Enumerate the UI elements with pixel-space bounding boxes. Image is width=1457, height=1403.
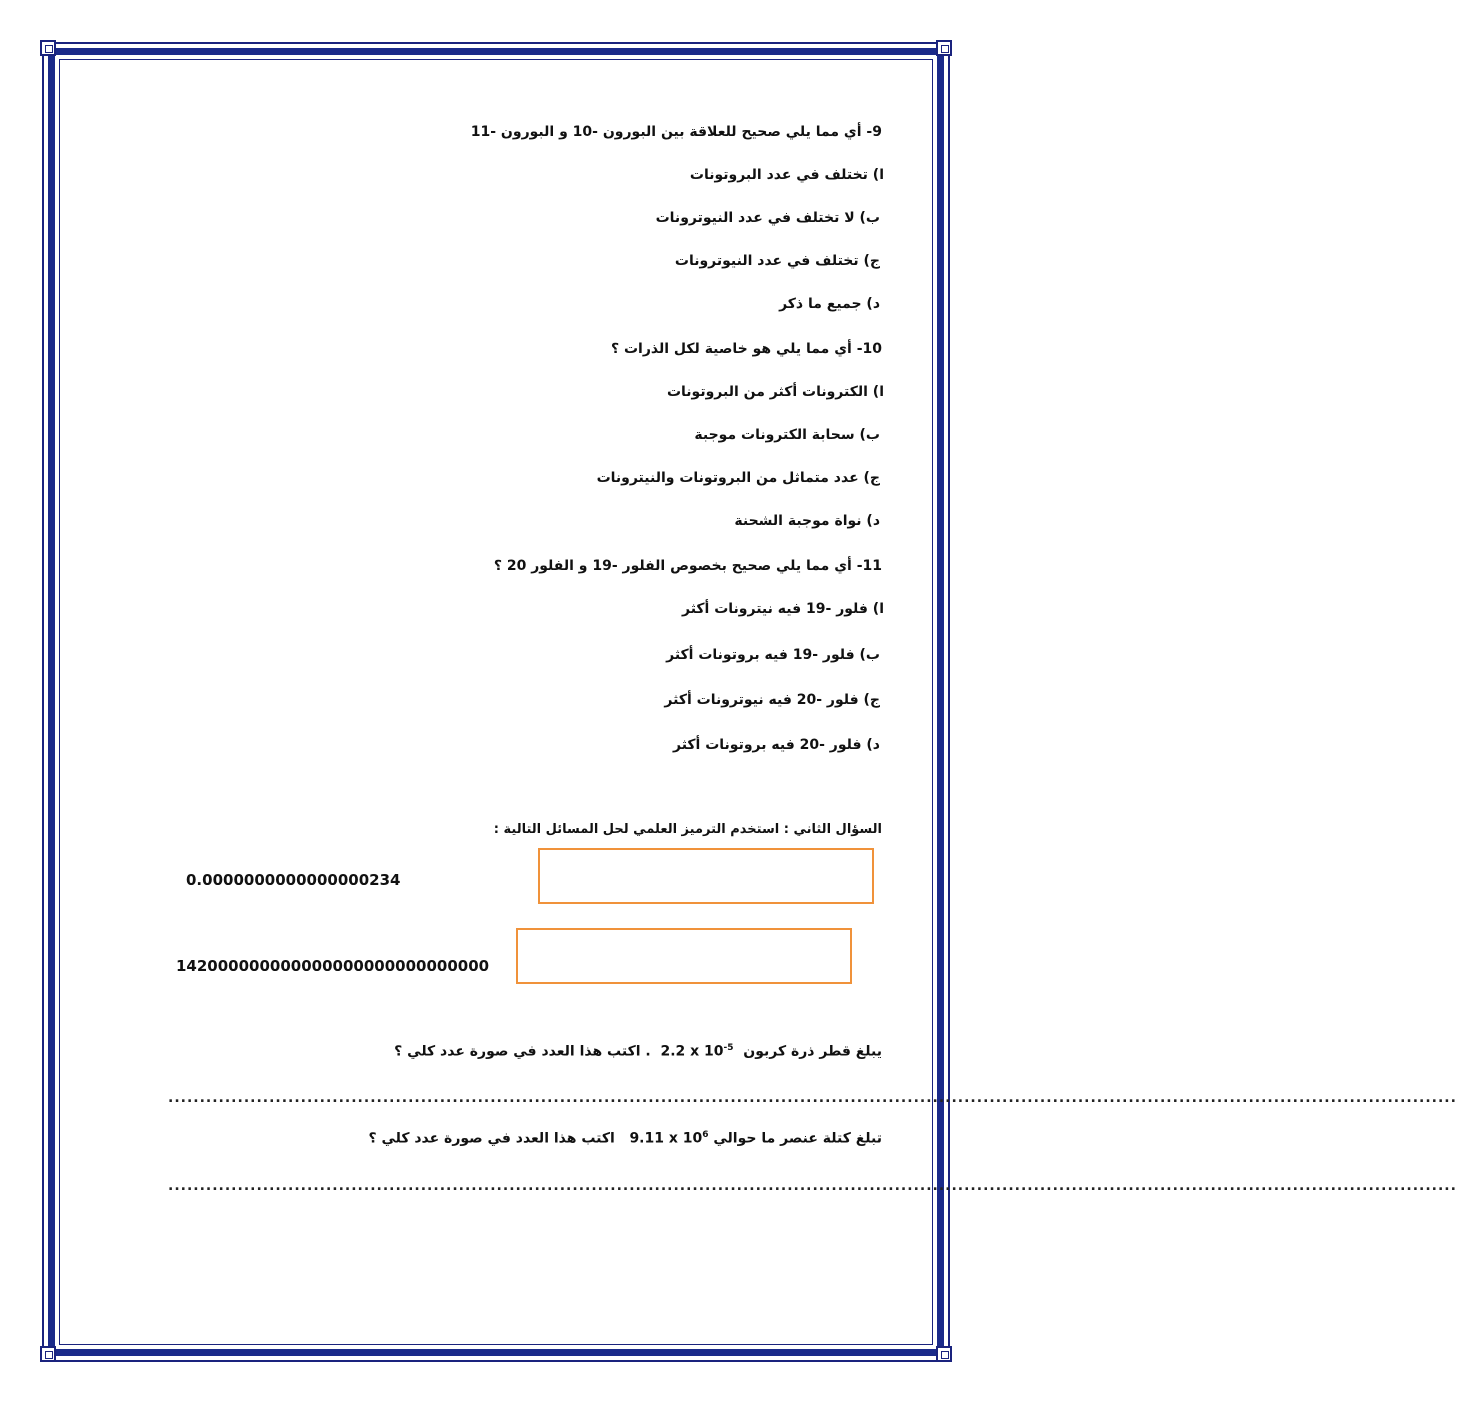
mass-value xyxy=(629,1130,708,1147)
carbon-base: 2.2 x 10 xyxy=(660,1043,724,1060)
number-small: 0.0000000000000000234 xyxy=(186,871,401,889)
answer-box-1[interactable] xyxy=(538,848,874,904)
section-2-title: السؤال الثاني : استخدم الترميز العلمي لحل المسائل التالية : xyxy=(493,822,882,837)
question-11-option-d[interactable]: د) فلور -20 فيه بروتونات أكثر xyxy=(672,737,880,753)
number-large: 142000000000000000000000000000 xyxy=(176,957,490,975)
corner-ornament xyxy=(936,40,952,56)
question-9-option-b[interactable]: ب) لا تختلف في عدد النيوترونات xyxy=(655,210,880,226)
question-11-option-b[interactable]: ب) فلور -19 فيه بروتونات أكثر xyxy=(666,647,880,663)
question-11-stem: 11- أي مما يلي صحيح بخصوص الفلور -19 و الفلور 20 ؟ xyxy=(493,558,882,574)
question-10-option-a[interactable]: ا) الكترونات أكثر من البروتونات xyxy=(666,384,884,400)
question-10-option-b[interactable]: ب) سحابة الكترونات موجبة xyxy=(694,427,880,443)
question-9-option-a[interactable]: ا) تختلف في عدد البروتونات xyxy=(689,167,884,183)
question-9-option-c[interactable]: ج) تختلف في عدد النيوترونات xyxy=(674,253,880,269)
mass-prefix: تبلغ كتلة عنصر ما حوالي xyxy=(713,1130,882,1147)
question-9-stem: 9- أي مما يلي صحيح للعلاقة بين البورون -10 و البورون -11 xyxy=(470,124,882,140)
question-10-stem: 10- أي مما يلي هو خاصية لكل الذرات ؟ xyxy=(610,341,882,357)
question-9-option-d[interactable]: د) جميع ما ذكر xyxy=(779,296,880,312)
carbon-suffix: . اكتب هذا العدد في صورة عدد كلي ؟ xyxy=(394,1043,651,1060)
question-11-option-a[interactable]: ا) فلور -19 فيه نيترونات أكثر xyxy=(681,601,884,617)
corner-ornament xyxy=(40,1346,56,1362)
answer-line-2[interactable]: ............................................................................................................................................................................................................ xyxy=(168,1178,1457,1194)
answer-line-1[interactable]: ............................................................................................................................................................................................................ xyxy=(168,1090,1457,1106)
corner-ornament xyxy=(40,40,56,56)
question-10-option-c[interactable]: ج) عدد متماثل من البروتونات والنيترونات xyxy=(596,470,880,486)
question-11-option-c[interactable]: ج) فلور -20 فيه نيوترونات أكثر xyxy=(664,692,880,708)
answer-box-2[interactable] xyxy=(516,928,852,984)
mass-exponent: 6 xyxy=(702,1130,709,1140)
question-10-option-d[interactable]: د) نواة موجبة الشحنة xyxy=(734,513,880,529)
mass-suffix: اكتب هذا العدد في صورة عدد كلي ؟ xyxy=(368,1130,615,1147)
carbon-prefix: يبلغ قطر ذرة كربون xyxy=(743,1043,882,1060)
element-mass-question xyxy=(368,1130,882,1147)
carbon-diameter-question xyxy=(394,1043,882,1060)
mass-base: 9.11 x 10 xyxy=(629,1130,703,1147)
carbon-value xyxy=(660,1043,733,1060)
corner-ornament xyxy=(936,1346,952,1362)
carbon-exponent: -5 xyxy=(723,1043,734,1053)
